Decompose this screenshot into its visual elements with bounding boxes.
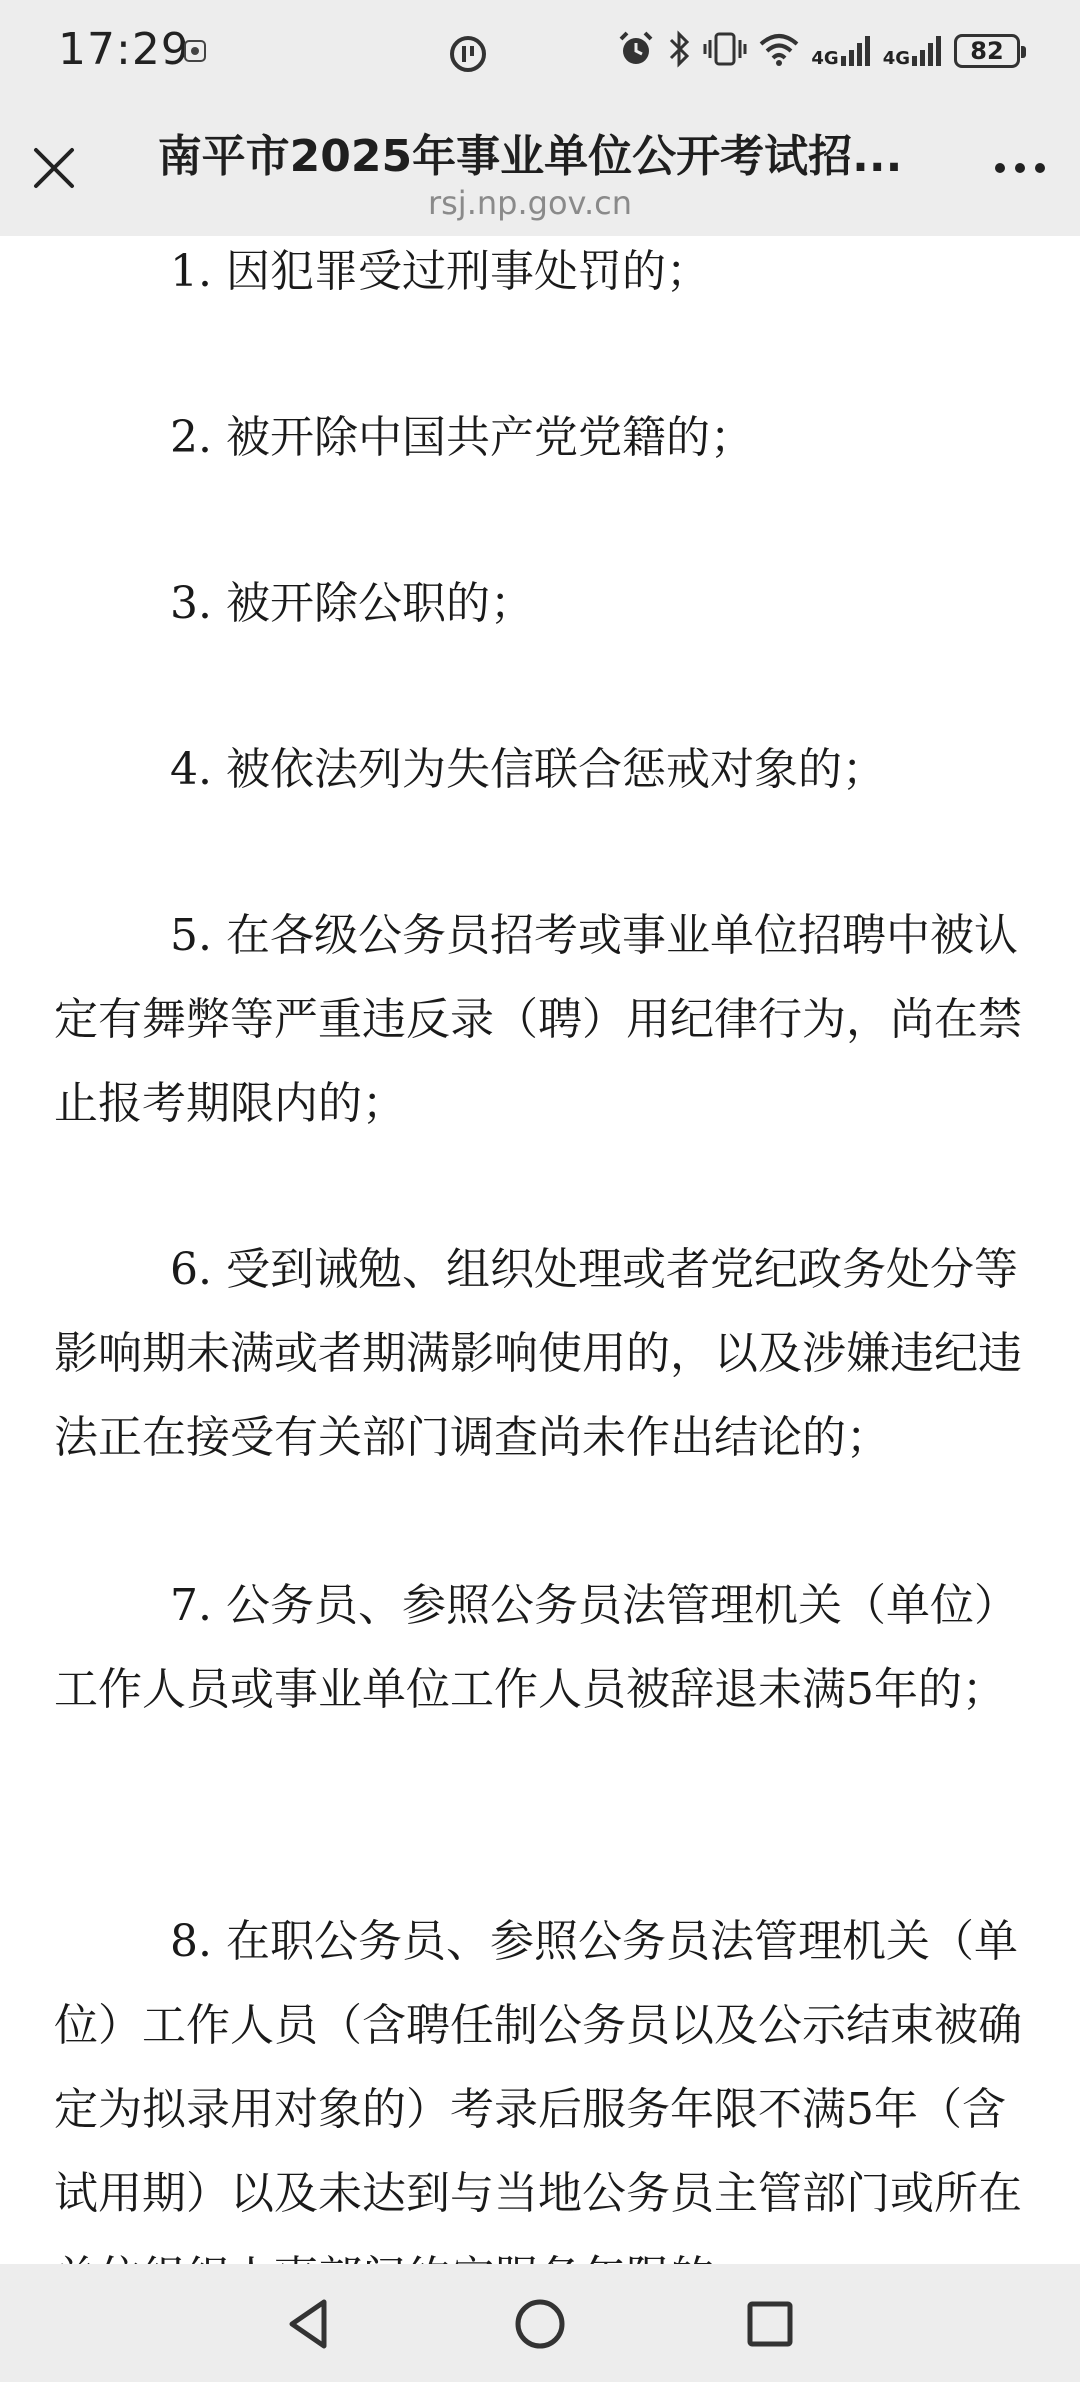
status-icons [617, 30, 1020, 72]
home-icon[interactable] [510, 2294, 570, 2354]
list-item: 7. 公务员、参照公务员法管理机关（单位）工作人员或事业单位工作人员被辞退未满5年的； [54, 1580, 1018, 1715]
browser-title-bar [0, 104, 1080, 236]
alarm-icon [617, 30, 655, 72]
list-item: 1. 因犯罪受过刑事处罚的； [170, 246, 710, 297]
signal-icon: 4G [811, 34, 872, 68]
signal-icon-2: 4G [883, 34, 944, 68]
list-item: 3. 被开除公职的； [170, 578, 534, 629]
wifi-icon [757, 30, 801, 72]
list-item: 2. 被开除中国共产党党籍的； [170, 412, 754, 463]
status-bar [0, 0, 1080, 104]
recents-icon[interactable] [740, 2294, 800, 2354]
bluetooth-icon [665, 30, 693, 72]
list-item: 4. 被依法列为失信联合惩戒对象的； [170, 744, 886, 795]
close-icon[interactable] [28, 142, 80, 194]
more-options-icon[interactable] [990, 148, 1050, 188]
navigation-bar [0, 2264, 1080, 2382]
back-icon[interactable] [280, 2294, 340, 2354]
notification-icon [182, 38, 208, 68]
battery-icon: 82 [954, 34, 1020, 68]
page-domain: rsj.np.gov.cn [427, 184, 633, 222]
status-time: 17:29 [58, 24, 190, 75]
list-item: 5. 在各级公务员招考或事业单位招聘中被认定有舞弊等严重违反录（聘）用纪律行为，尚在禁止报考期限内的； [54, 910, 1022, 1129]
list-item: 6. 受到诫勉、组织处理或者党纪政务处分等影响期未满或者期满影响使用的，以及涉嫌违纪违法正在接受有关部门调查尚未作出结论的； [54, 1244, 1022, 1463]
data-saver-icon [448, 34, 488, 78]
page-title: 南平市2025年事业单位公开考试招... [157, 131, 903, 182]
vibrate-icon [703, 30, 747, 72]
list-item: 8. 在职公务员、参照公务员法管理机关（单位）工作人员（含聘任制公务员以及公示结束被确定为拟录用对象的）考录后服务年限不满5年（含试用期）以及未达到与当地公务员主管部门或所在 [54, 1916, 1022, 2219]
article-content[interactable] [0, 236, 1080, 2264]
